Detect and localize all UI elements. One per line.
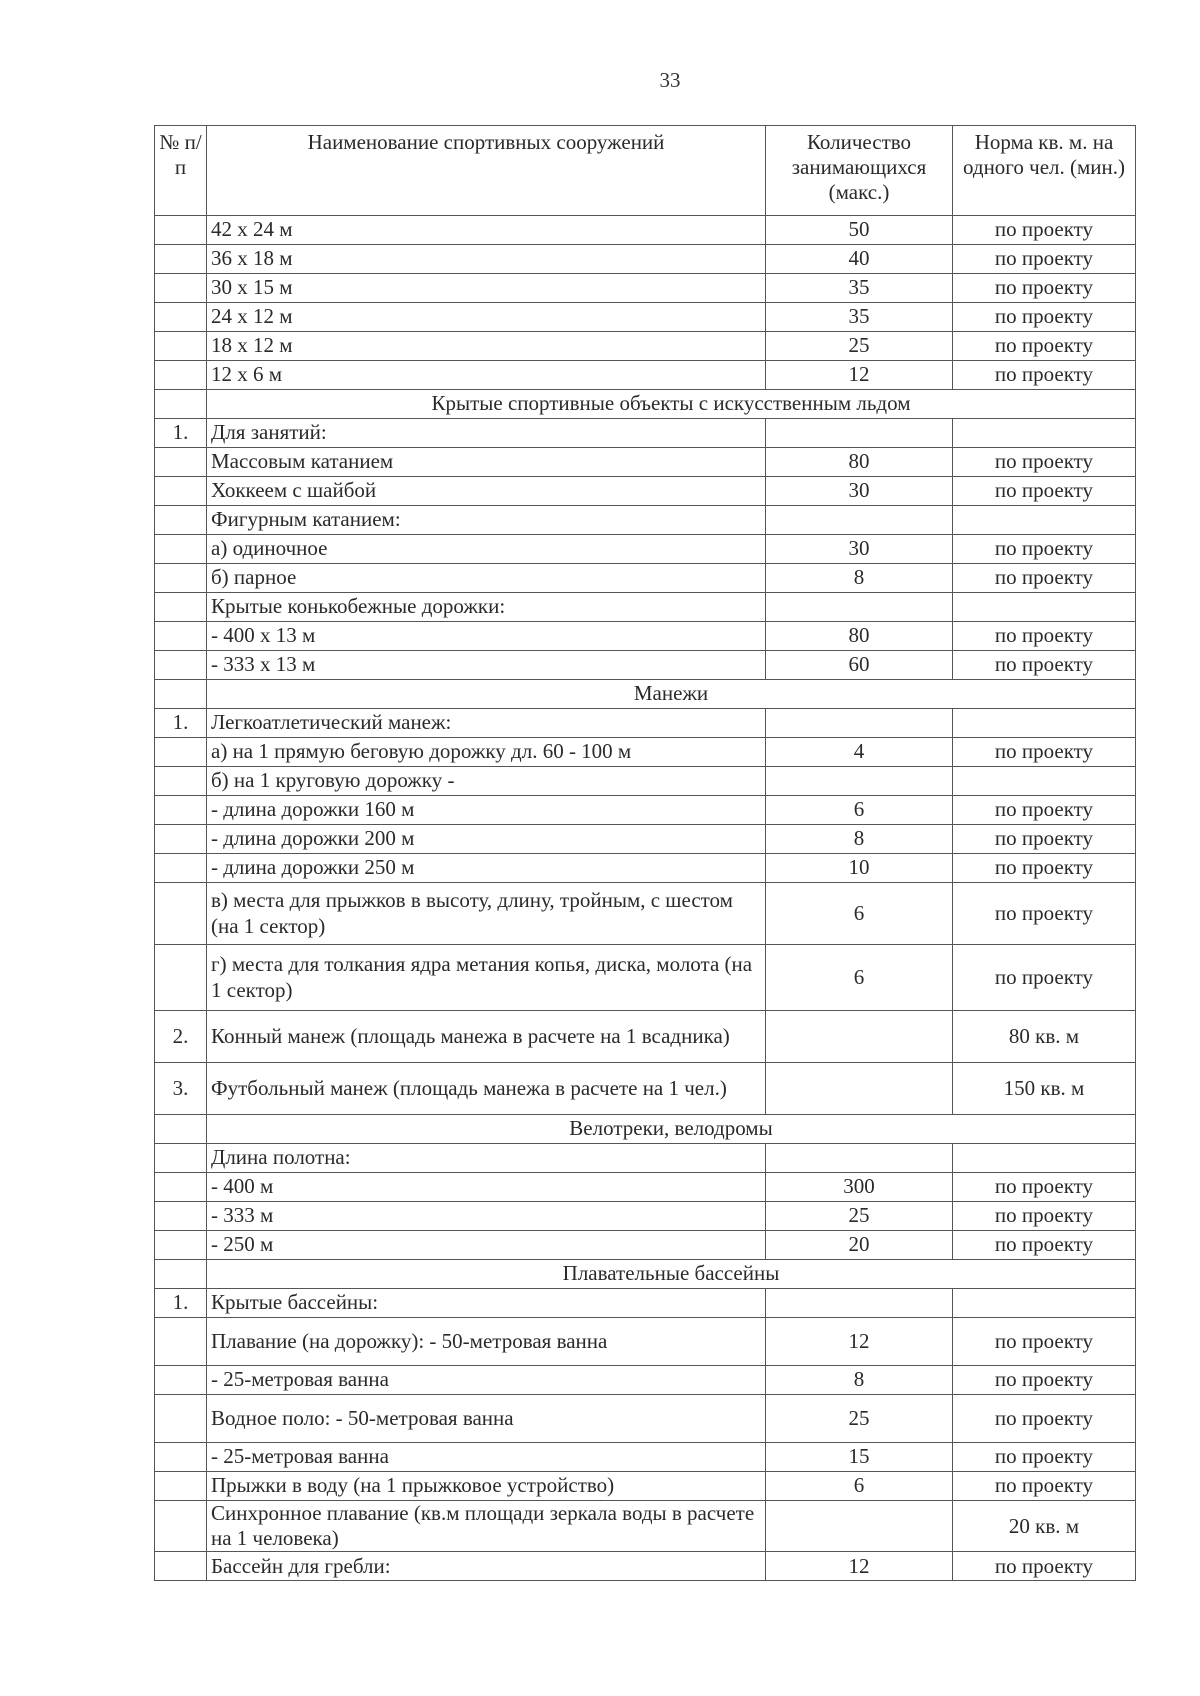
norm-cell: по проекту <box>953 738 1136 767</box>
quantity-cell <box>766 506 953 535</box>
row-number-cell <box>155 1144 207 1173</box>
norm-cell: по проекту <box>953 477 1136 506</box>
row-number-cell <box>155 448 207 477</box>
norm-cell: по проекту <box>953 361 1136 390</box>
table-row <box>155 1395 1136 1443</box>
quantity-cell: 35 <box>766 274 953 303</box>
table-row <box>155 274 1136 303</box>
quantity-cell <box>766 767 953 796</box>
norm-cell: по проекту <box>953 883 1136 945</box>
quantity-cell: 12 <box>766 1552 953 1581</box>
norm-cell <box>953 1144 1136 1173</box>
table-row <box>155 1063 1136 1115</box>
table-row <box>155 651 1136 680</box>
facility-name-cell: - 333 м <box>207 1202 766 1231</box>
row-number-cell <box>155 332 207 361</box>
section-title: Велотреки, велодромы <box>207 1115 1136 1144</box>
norm-cell: по проекту <box>953 651 1136 680</box>
row-number-cell <box>155 535 207 564</box>
table-row <box>155 1501 1136 1552</box>
table-row <box>155 1231 1136 1260</box>
quantity-cell <box>766 709 953 738</box>
facility-name-cell: Фигурным катанием: <box>207 506 766 535</box>
quantity-cell: 12 <box>766 1318 953 1366</box>
facility-name-cell: Хоккеем с шайбой <box>207 477 766 506</box>
header-qty: Количество занимающихся (макс.) <box>766 126 953 216</box>
table-row <box>155 1443 1136 1472</box>
sports-facilities-table <box>154 125 1136 1581</box>
table-row <box>155 883 1136 945</box>
table-row <box>155 1366 1136 1395</box>
quantity-cell: 8 <box>766 1366 953 1395</box>
table-row <box>155 854 1136 883</box>
table-row <box>155 448 1136 477</box>
quantity-cell: 35 <box>766 303 953 332</box>
row-number-cell <box>155 506 207 535</box>
quantity-cell: 4 <box>766 738 953 767</box>
quantity-cell: 25 <box>766 1202 953 1231</box>
header-norm: Норма кв. м. на одного чел. (мин.) <box>953 126 1136 216</box>
header-name: Наименование спортивных сооружений <box>207 126 766 216</box>
section-row <box>155 390 1136 419</box>
norm-cell: по проекту <box>953 332 1136 361</box>
row-number-cell: 3. <box>155 1063 207 1115</box>
norm-cell: по проекту <box>953 1472 1136 1501</box>
table-body <box>155 216 1136 1581</box>
quantity-cell: 10 <box>766 854 953 883</box>
facility-name-cell: Водное поло: - 50-метровая ванна <box>207 1395 766 1443</box>
norm-cell <box>953 506 1136 535</box>
facility-name-cell: - 25-метровая ванна <box>207 1443 766 1472</box>
table-row <box>155 477 1136 506</box>
norm-cell <box>953 419 1136 448</box>
norm-cell: 80 кв. м <box>953 1011 1136 1063</box>
row-number-cell <box>155 1318 207 1366</box>
row-number-cell <box>155 1366 207 1395</box>
facility-name-cell: - 333 x 13 м <box>207 651 766 680</box>
facility-name-cell: 18 x 12 м <box>207 332 766 361</box>
table-row <box>155 419 1136 448</box>
facility-name-cell: 36 x 18 м <box>207 245 766 274</box>
quantity-cell <box>766 593 953 622</box>
section-title: Крытые спортивные объекты с искусственным льдом <box>207 390 1136 419</box>
facility-name-cell: Легкоатлетический манеж: <box>207 709 766 738</box>
facility-name-cell: 42 x 24 м <box>207 216 766 245</box>
section-num-cell <box>155 680 207 709</box>
row-number-cell <box>155 274 207 303</box>
row-number-cell <box>155 1472 207 1501</box>
quantity-cell: 50 <box>766 216 953 245</box>
facility-name-cell: - 25-метровая ванна <box>207 1366 766 1395</box>
facility-name-cell: а) на 1 прямую беговую дорожку дл. 60 - 100 м <box>207 738 766 767</box>
table-row <box>155 1472 1136 1501</box>
section-row <box>155 1115 1136 1144</box>
row-number-cell <box>155 216 207 245</box>
table-row <box>155 1289 1136 1318</box>
quantity-cell: 6 <box>766 1472 953 1501</box>
norm-cell: по проекту <box>953 535 1136 564</box>
table-row <box>155 332 1136 361</box>
facility-name-cell: - длина дорожки 160 м <box>207 796 766 825</box>
quantity-cell: 6 <box>766 945 953 1011</box>
row-number-cell <box>155 1443 207 1472</box>
facility-name-cell: Массовым катанием <box>207 448 766 477</box>
table-row <box>155 1144 1136 1173</box>
norm-cell: по проекту <box>953 1202 1136 1231</box>
quantity-cell: 40 <box>766 245 953 274</box>
facility-name-cell: Крытые бассейны: <box>207 1289 766 1318</box>
quantity-cell <box>766 1063 953 1115</box>
table-row <box>155 361 1136 390</box>
norm-cell <box>953 593 1136 622</box>
row-number-cell <box>155 825 207 854</box>
norm-cell: по проекту <box>953 1552 1136 1581</box>
facility-name-cell: Для занятий: <box>207 419 766 448</box>
norm-cell: по проекту <box>953 274 1136 303</box>
table-row <box>155 1318 1136 1366</box>
row-number-cell: 2. <box>155 1011 207 1063</box>
norm-cell: 20 кв. м <box>953 1501 1136 1552</box>
norm-cell: по проекту <box>953 448 1136 477</box>
row-number-cell <box>155 1173 207 1202</box>
norm-cell: по проекту <box>953 1443 1136 1472</box>
table-row <box>155 245 1136 274</box>
facility-name-cell: - 400 м <box>207 1173 766 1202</box>
facility-name-cell: 12 x 6 м <box>207 361 766 390</box>
table-row <box>155 535 1136 564</box>
quantity-cell: 60 <box>766 651 953 680</box>
table-row <box>155 1552 1136 1581</box>
row-number-cell <box>155 564 207 593</box>
quantity-cell: 25 <box>766 332 953 361</box>
facility-name-cell: Длина полотна: <box>207 1144 766 1173</box>
section-title: Плавательные бассейны <box>207 1260 1136 1289</box>
section-num-cell <box>155 1115 207 1144</box>
row-number-cell <box>155 1501 207 1552</box>
norm-cell: по проекту <box>953 564 1136 593</box>
norm-cell: 150 кв. м <box>953 1063 1136 1115</box>
table-row <box>155 1202 1136 1231</box>
facility-name-cell: - 400 x 13 м <box>207 622 766 651</box>
row-number-cell <box>155 767 207 796</box>
table-row <box>155 945 1136 1011</box>
quantity-cell <box>766 1011 953 1063</box>
norm-cell <box>953 709 1136 738</box>
quantity-cell: 30 <box>766 477 953 506</box>
quantity-cell: 12 <box>766 361 953 390</box>
table-row <box>155 796 1136 825</box>
quantity-cell: 8 <box>766 564 953 593</box>
norm-cell: по проекту <box>953 303 1136 332</box>
section-num-cell <box>155 1260 207 1289</box>
facility-name-cell: Синхронное плавание (кв.м площади зеркала воды в расчете на 1 человека) <box>207 1501 766 1552</box>
table-row <box>155 825 1136 854</box>
norm-cell: по проекту <box>953 796 1136 825</box>
row-number-cell <box>155 303 207 332</box>
quantity-cell <box>766 1289 953 1318</box>
norm-cell <box>953 767 1136 796</box>
norm-cell: по проекту <box>953 825 1136 854</box>
facility-name-cell: - 250 м <box>207 1231 766 1260</box>
quantity-cell <box>766 419 953 448</box>
quantity-cell: 80 <box>766 448 953 477</box>
section-title: Манежи <box>207 680 1136 709</box>
row-number-cell <box>155 796 207 825</box>
table-row <box>155 738 1136 767</box>
norm-cell: по проекту <box>953 1318 1136 1366</box>
facility-name-cell: Прыжки в воду (на 1 прыжковое устройство) <box>207 1472 766 1501</box>
facility-name-cell: в) места для прыжков в высоту, длину, тройным, с шестом (на 1 сектор) <box>207 883 766 945</box>
table-row <box>155 1011 1136 1063</box>
row-number-cell <box>155 1552 207 1581</box>
quantity-cell <box>766 1144 953 1173</box>
facility-name-cell: г) места для толкания ядра метания копья, диска, молота (на 1 сектор) <box>207 945 766 1011</box>
quantity-cell <box>766 1501 953 1552</box>
table-row <box>155 593 1136 622</box>
quantity-cell: 8 <box>766 825 953 854</box>
norm-cell: по проекту <box>953 245 1136 274</box>
table-row <box>155 622 1136 651</box>
row-number-cell <box>155 1231 207 1260</box>
row-number-cell <box>155 854 207 883</box>
quantity-cell: 15 <box>766 1443 953 1472</box>
norm-cell: по проекту <box>953 1231 1136 1260</box>
row-number-cell <box>155 1202 207 1231</box>
norm-cell: по проекту <box>953 1366 1136 1395</box>
facility-name-cell: Конный манеж (площадь манежа в расчете на 1 всадника) <box>207 1011 766 1063</box>
row-number-cell <box>155 738 207 767</box>
section-row <box>155 1260 1136 1289</box>
header-num: № п/п <box>155 126 207 216</box>
facility-name-cell: а) одиночное <box>207 535 766 564</box>
facility-name-cell: Крытые конькобежные дорожки: <box>207 593 766 622</box>
section-row <box>155 680 1136 709</box>
facility-name-cell: 24 x 12 м <box>207 303 766 332</box>
facility-name-cell: б) на 1 круговую дорожку - <box>207 767 766 796</box>
row-number-cell <box>155 1395 207 1443</box>
row-number-cell <box>155 477 207 506</box>
quantity-cell: 6 <box>766 883 953 945</box>
table-row <box>155 1173 1136 1202</box>
norm-cell: по проекту <box>953 1173 1136 1202</box>
row-number-cell: 1. <box>155 419 207 448</box>
facility-name-cell: б) парное <box>207 564 766 593</box>
table-row <box>155 506 1136 535</box>
row-number-cell <box>155 245 207 274</box>
norm-cell: по проекту <box>953 216 1136 245</box>
table-row <box>155 767 1136 796</box>
table-row <box>155 709 1136 738</box>
quantity-cell: 6 <box>766 796 953 825</box>
quantity-cell: 25 <box>766 1395 953 1443</box>
facility-name-cell: Плавание (на дорожку): - 50-метровая ванна <box>207 1318 766 1366</box>
facility-name-cell: Бассейн для гребли: <box>207 1552 766 1581</box>
page-number: 33 <box>659 68 681 92</box>
row-number-cell: 1. <box>155 709 207 738</box>
table-row <box>155 216 1136 245</box>
table-header-row <box>155 126 1136 216</box>
section-num-cell <box>155 390 207 419</box>
norm-cell: по проекту <box>953 622 1136 651</box>
facility-name-cell: - длина дорожки 200 м <box>207 825 766 854</box>
facility-name-cell: Футбольный манеж (площадь манежа в расчете на 1 чел.) <box>207 1063 766 1115</box>
quantity-cell: 300 <box>766 1173 953 1202</box>
quantity-cell: 20 <box>766 1231 953 1260</box>
facility-name-cell: 30 x 15 м <box>207 274 766 303</box>
norm-cell <box>953 1289 1136 1318</box>
norm-cell: по проекту <box>953 854 1136 883</box>
norm-cell: по проекту <box>953 1395 1136 1443</box>
row-number-cell <box>155 593 207 622</box>
quantity-cell: 80 <box>766 622 953 651</box>
facility-name-cell: - длина дорожки 250 м <box>207 854 766 883</box>
quantity-cell: 30 <box>766 535 953 564</box>
table-row <box>155 564 1136 593</box>
row-number-cell <box>155 361 207 390</box>
row-number-cell <box>155 883 207 945</box>
table-row <box>155 303 1136 332</box>
row-number-cell <box>155 651 207 680</box>
row-number-cell: 1. <box>155 1289 207 1318</box>
norm-cell: по проекту <box>953 945 1136 1011</box>
row-number-cell <box>155 622 207 651</box>
row-number-cell <box>155 945 207 1011</box>
